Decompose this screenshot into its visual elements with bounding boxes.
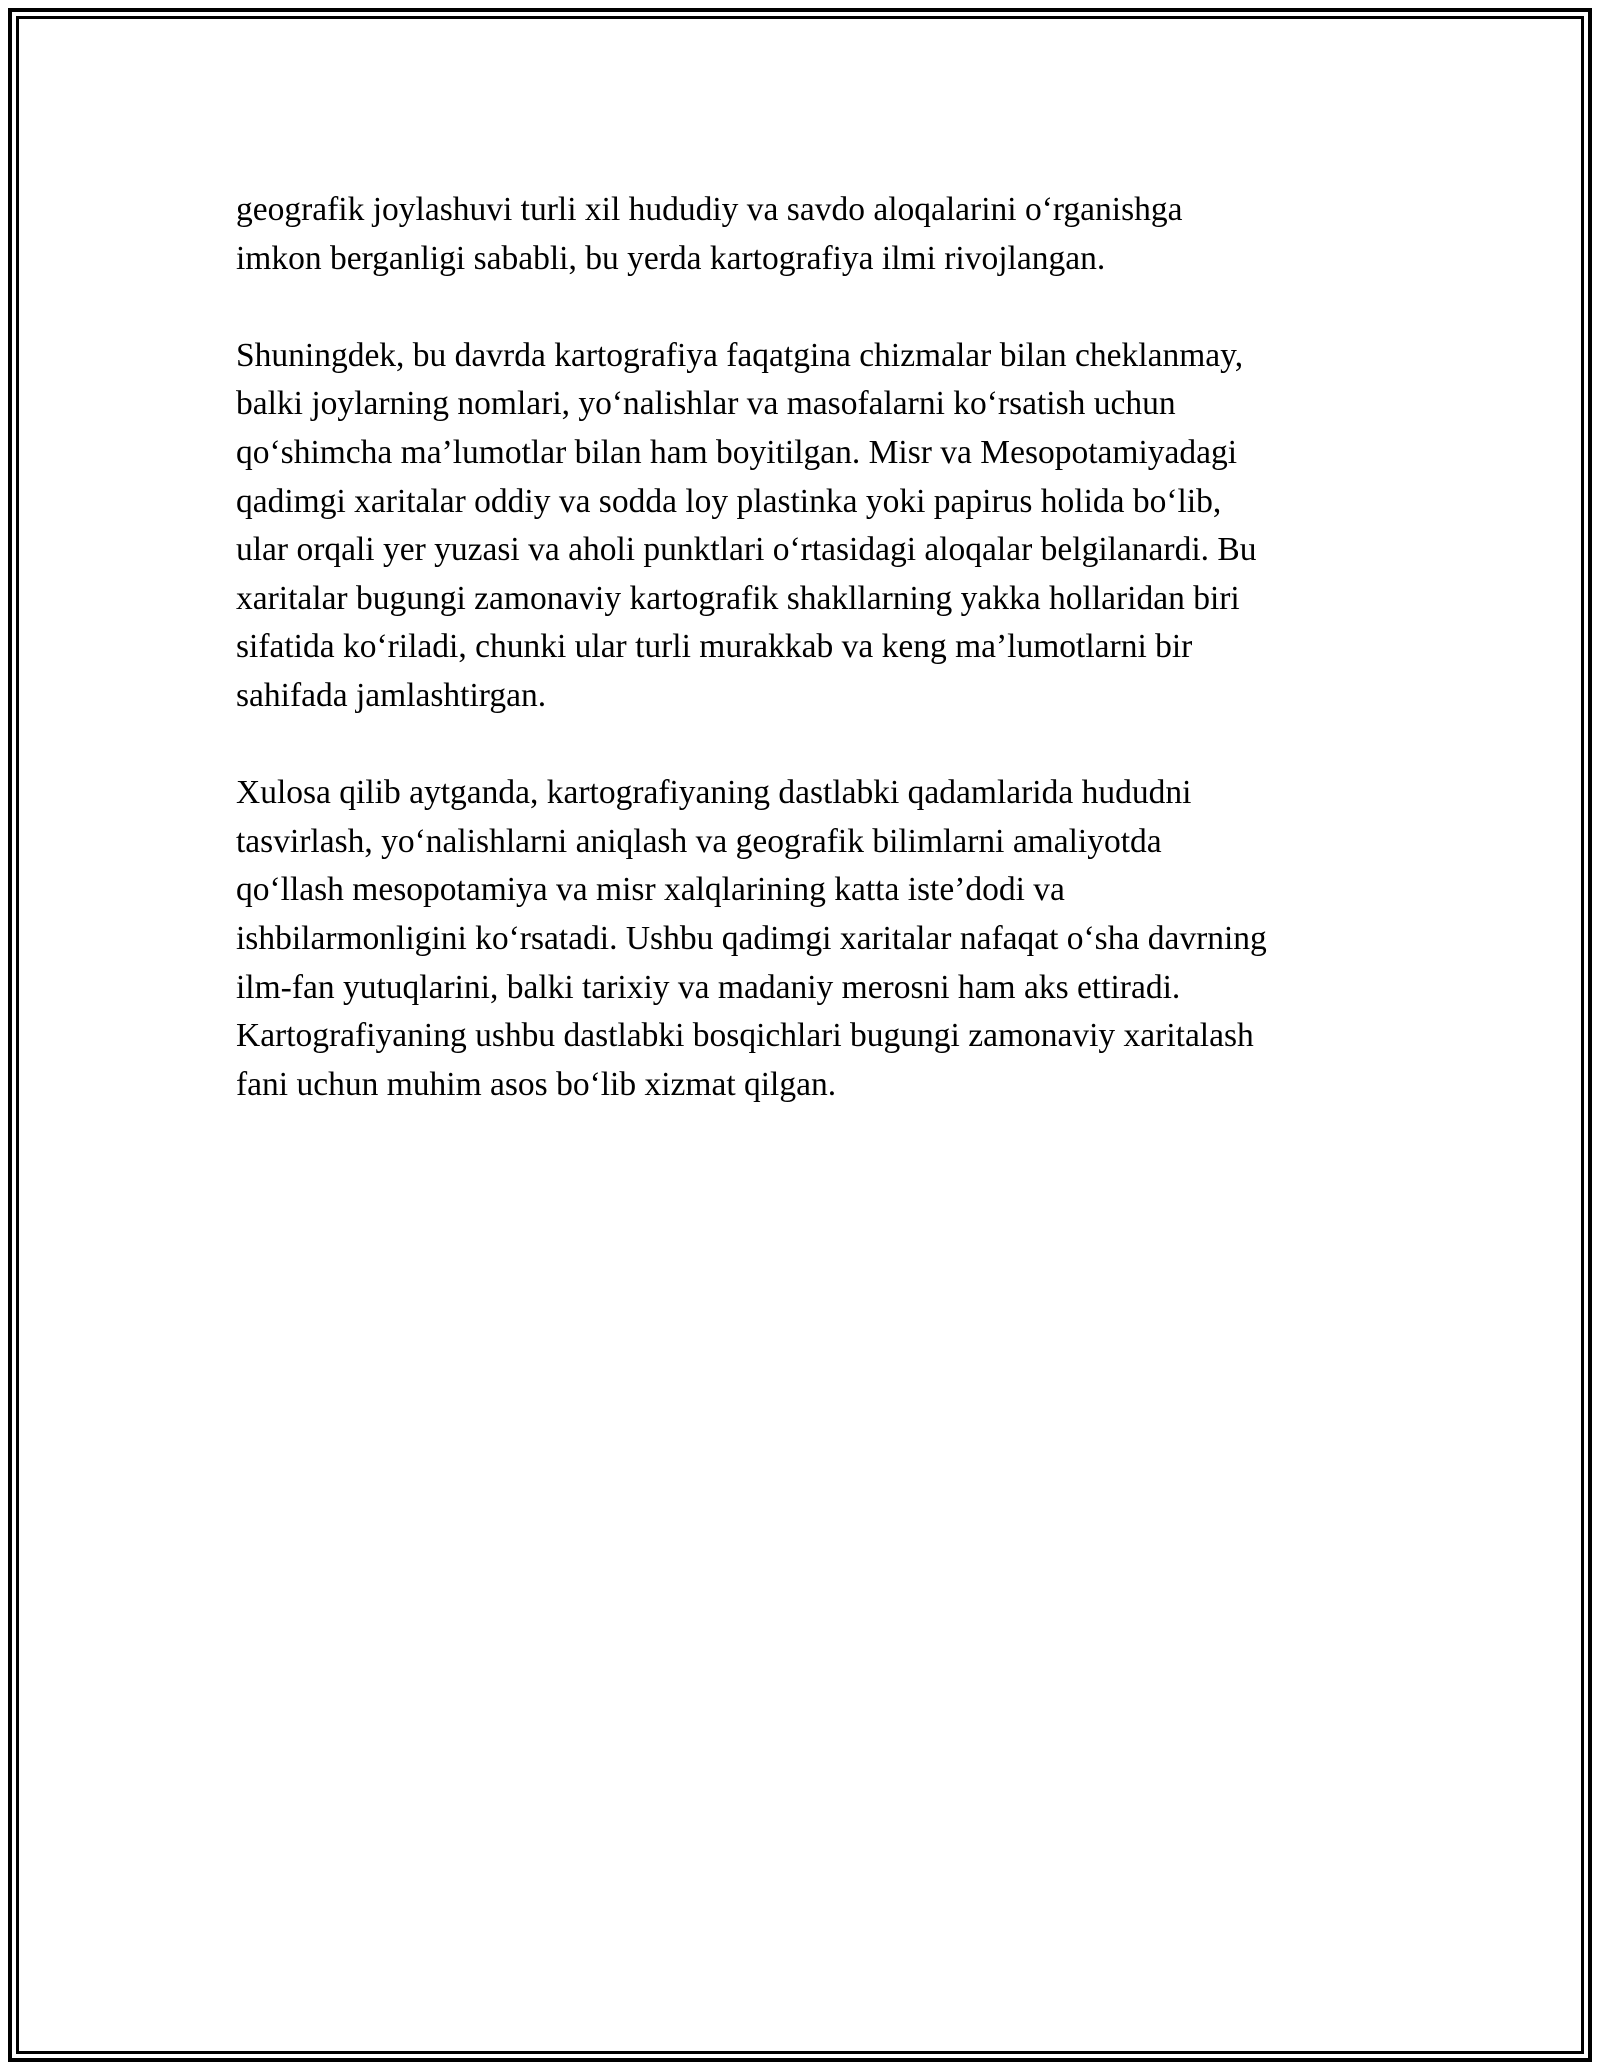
paragraph-2: Shuningdek, bu davrda kartografiya faqatgina chizmalar bilan cheklanmay, balki joylarning nomlari, yo‘nalishlar va masofalarni ko‘rsatish uchun qo‘shimcha ma’lumotlar bilan ham boyitilgan. Misr va Mesopotamiyadagi qadimgi xaritalar oddiy va sodda loy plastinka yoki papirus holida bo‘lib, ular orqali yer yuzasi va aholi punktlari o‘rtasidagi aloqalar belgilanardi. Bu xaritalar bugungi zamonaviy kartografik shakllarning yakka hollaridan biri sifatida ko‘riladi, chunki ular turli murakkab va keng ma’lumotlarni bir sahifada jamlashtirgan. bbox=[236, 336, 1257, 714]
document-body bbox=[236, 186, 1396, 1158]
paragraph-1: geografik joylashuvi turli xil hududiy va savdo aloqalarini o‘rganishga imkon berganligi sababli, bu yerda kartografiya ilmi rivojlangan. bbox=[236, 191, 1183, 277]
paragraph-3: Xulosa qilib aytganda, kartografiyaning dastlabki qadamlarida hududni tasvirlash, yo‘nalishlarni aniqlash va geografik bilimlarni amaliyotda qo‘llash mesopotamiya va misr xalqlarining katta iste’dodi va ishbilarmonligini ko‘rsatadi. Ushbu qadimgi xaritalar nafaqat o‘sha davrning ilm-fan yutuqlarini, balki tarixiy va madaniy merosni ham aks ettiradi. Kartografiyaning ushbu dastlabki bosqichlari bugungi zamonaviy xaritalash fani uchun muhim asos bo‘lib xizmat qilgan. bbox=[236, 774, 1267, 1103]
